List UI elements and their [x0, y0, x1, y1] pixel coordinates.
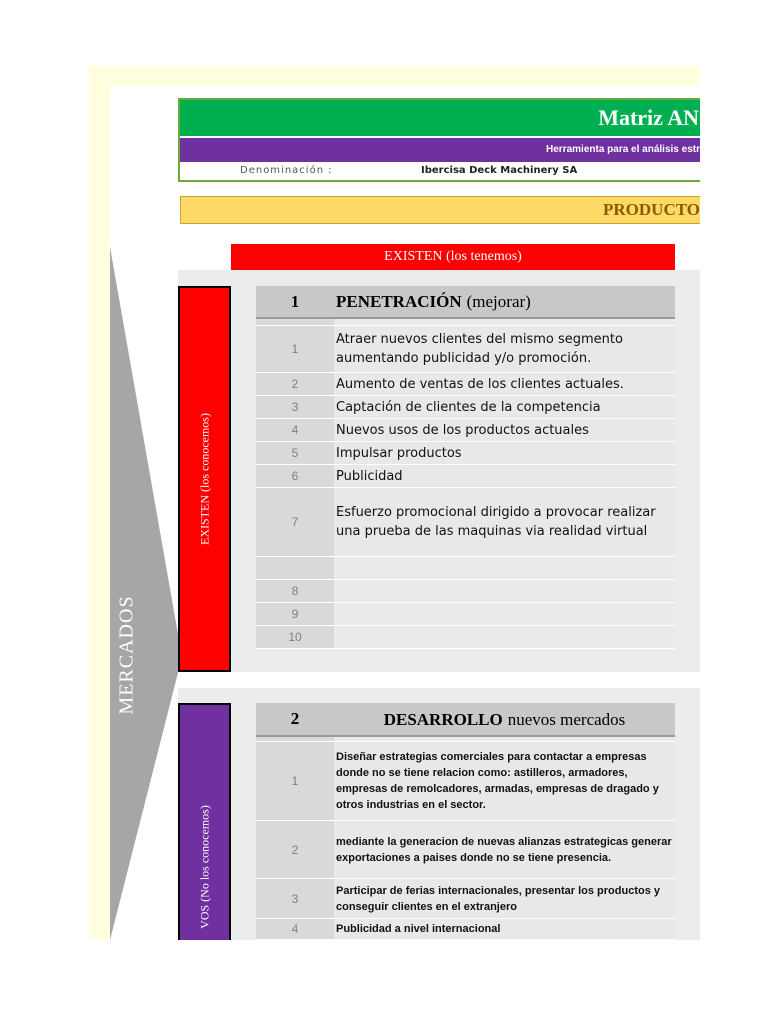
section1-side-bar	[178, 286, 231, 672]
row-text[interactable]: Captación de clientes de la competencia	[334, 396, 675, 418]
table-row[interactable]	[256, 557, 675, 580]
row-number: 2	[256, 821, 334, 878]
row-text[interactable]: Participar de ferias internacionales, presentar los productos y conseguir clientes en el extranjero	[334, 879, 675, 918]
row-number: 9	[256, 603, 334, 625]
table-row[interactable]	[256, 419, 675, 442]
table-row[interactable]	[256, 580, 675, 603]
section1-number: 1	[256, 286, 334, 317]
table-row[interactable]	[256, 326, 675, 373]
denominacion-label: Denominación :	[240, 165, 333, 176]
table-row[interactable]	[256, 373, 675, 396]
row-number	[256, 319, 334, 325]
table-row[interactable]	[256, 319, 675, 326]
table-row[interactable]	[256, 465, 675, 488]
section1-header-row	[256, 286, 675, 319]
table-row[interactable]	[256, 442, 675, 465]
row-number	[256, 737, 334, 741]
table-row[interactable]	[256, 396, 675, 419]
table-row[interactable]	[256, 821, 675, 879]
row-number: 7	[256, 488, 334, 556]
mercados-arrow	[110, 247, 182, 940]
row-number: 5	[256, 442, 334, 464]
section2-side-label: VOS (No los conocemos)	[197, 805, 211, 929]
row-number: 4	[256, 419, 334, 441]
row-number: 10	[256, 626, 334, 648]
row-number: 6	[256, 465, 334, 487]
productos-header: PRODUCTO	[180, 196, 700, 224]
section2-side-bar	[178, 703, 231, 940]
row-number: 1	[256, 326, 334, 372]
row-text[interactable]	[334, 626, 675, 648]
section2-title: DESARROLLO nuevos mercados	[334, 703, 675, 735]
row-text[interactable]: Diseñar estrategias comerciales para contactar a empresas donde no se tiene relacion como: astilleros, armadores, empresas de remolcadores, armadas, empresas de dragado y otros industrias en el sector.	[334, 742, 675, 820]
row-text[interactable]: Impulsar productos	[334, 442, 675, 464]
row-number: 3	[256, 879, 334, 918]
table-row[interactable]	[256, 879, 675, 919]
row-text[interactable]	[334, 557, 675, 579]
row-number: 3	[256, 396, 334, 418]
row-text[interactable]: Nuevos usos de los productos actuales	[334, 419, 675, 441]
table-row[interactable]	[256, 488, 675, 557]
table-row[interactable]	[256, 626, 675, 649]
section1-title: PENETRACIÓN (mejorar)	[334, 286, 675, 317]
row-number: 8	[256, 580, 334, 602]
row-text[interactable]	[334, 319, 675, 325]
row-text[interactable]	[334, 603, 675, 625]
table-row[interactable]	[256, 603, 675, 626]
section2-number: 2	[256, 703, 334, 735]
table-row[interactable]	[256, 742, 675, 821]
row-text[interactable]: Esfuerzo promocional dirigido a provocar realizar una prueba de las maquinas via realidad virtual	[334, 488, 675, 556]
table-row[interactable]	[256, 919, 675, 940]
row-number: 1	[256, 742, 334, 820]
row-number	[256, 557, 334, 579]
row-text[interactable]: Atraer nuevos clientes del mismo segmento aumentando publicidad y/o promoción.	[334, 326, 675, 372]
row-text[interactable]: mediante la generacion de nuevas alianzas estrategicas generar exportaciones a paises donde no se tiene presencia.	[334, 821, 675, 878]
section2-header-row	[256, 703, 675, 737]
mercados-label: MERCADOS	[115, 595, 138, 715]
row-text[interactable]: Publicidad	[334, 465, 675, 487]
row-text[interactable]: Publicidad a nivel internacional	[334, 919, 675, 939]
section1-side-label: EXISTEN (los conocemos)	[197, 413, 211, 545]
row-text[interactable]	[334, 580, 675, 602]
page-subtitle: Herramienta para el análisis estr	[180, 138, 700, 162]
row-number: 2	[256, 373, 334, 395]
page-title: Matriz AN	[180, 100, 700, 136]
denominacion-value[interactable]: Ibercisa Deck Machinery SA	[421, 165, 578, 176]
row-text[interactable]: Aumento de ventas de los clientes actuales.	[334, 373, 675, 395]
row-number: 4	[256, 919, 334, 939]
row-text[interactable]	[334, 737, 675, 741]
productos-existen-header: EXISTEN (los tenemos)	[231, 244, 675, 270]
